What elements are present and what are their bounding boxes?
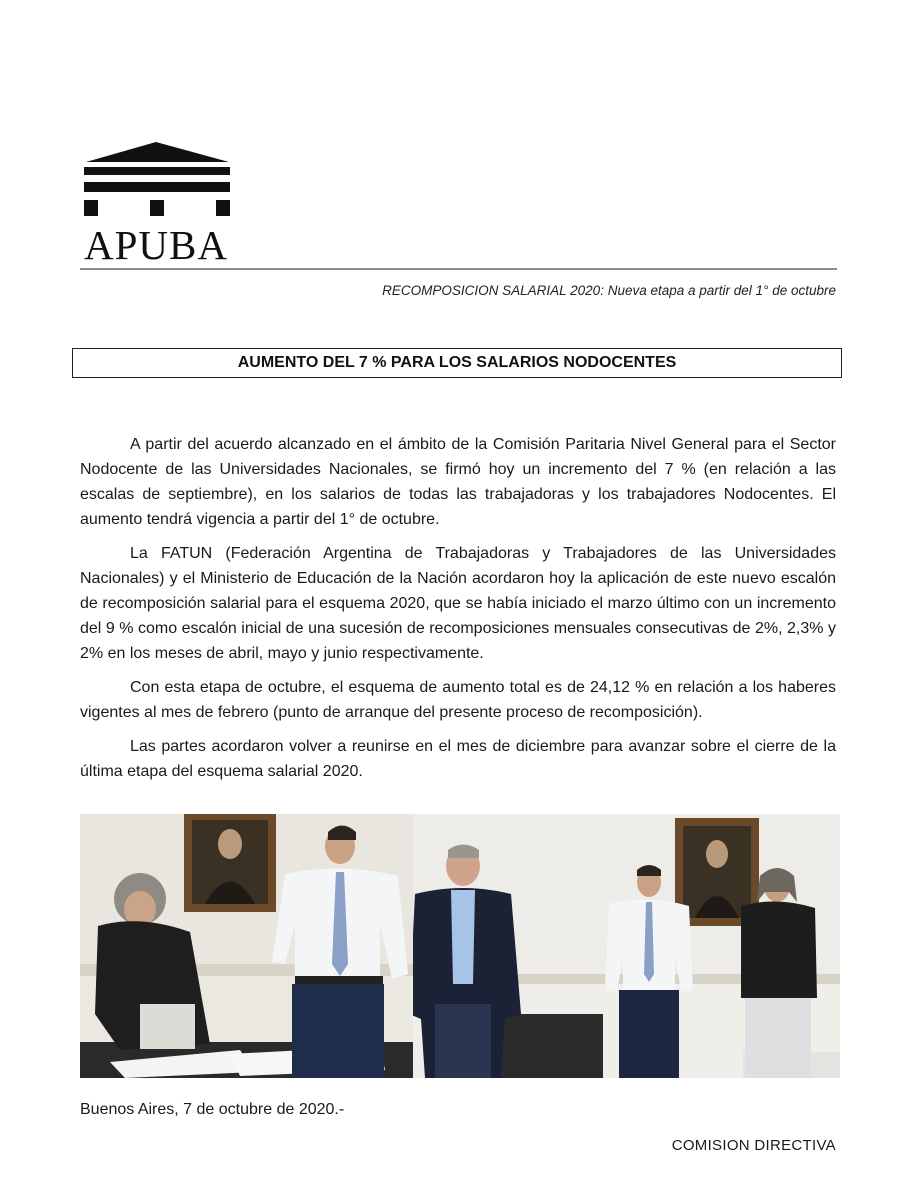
apuba-logo	[84, 140, 234, 266]
group-photo	[413, 814, 840, 1078]
title-text: AUMENTO DEL 7 % PARA LOS SALARIOS NODOCENTES	[237, 354, 677, 371]
building-icon	[84, 140, 234, 220]
paragraph: Con esta etapa de octubre, el esquema de aumento total es de 24,12 % en relación a los haberes vigentes al mes de febrero (punto de arranque del presente proceso de recomposición).	[80, 679, 836, 721]
document-title	[72, 348, 842, 378]
paragraph: A partir del acuerdo alcanzado en el ámbito de la Comisión Paritaria Nivel General para el Sector Nodocente de las Universidades Nacionales, se firmó hoy un incremento del 7 % (en relación a las escalas de septiembre), en los salarios de todas las trabajadoras y los trabajadores Nodocentes. El aumento tendrá vigencia a partir del 1° de octubre.	[80, 436, 836, 528]
header-divider	[80, 268, 837, 270]
document-subtitle: RECOMPOSICION SALARIAL 2020: Nueva etapa a partir del 1° de octubre	[382, 283, 836, 298]
body-text	[80, 432, 836, 793]
paragraph: La FATUN (Federación Argentina de Trabajadoras y Trabajadores de las Universidades Nacionales) y el Ministerio de Educación de la Nación acordaron hoy la aplicación de este nuevo escalón de recomposición salarial para el esquema 2020, que se había iniciado el marzo último con un incremento del 9 % como escalón inicial de una sucesión de recomposiciones mensuales consecutivas de 2%, 2,3% y 2% en los meses de abril, mayo y junio respectivamente.	[80, 545, 836, 662]
photo-strip	[80, 814, 840, 1078]
place-date: Buenos Aires, 7 de octubre de 2020.-	[80, 1101, 345, 1118]
signature: COMISION DIRECTIVA	[671, 1137, 836, 1154]
paragraph: Las partes acordaron volver a reunirse en el mes de diciembre para avanzar sobre el cierre de la última etapa del esquema salarial 2020.	[80, 738, 836, 780]
logo-text: APUBA	[84, 222, 228, 268]
signing-photo	[80, 814, 413, 1078]
